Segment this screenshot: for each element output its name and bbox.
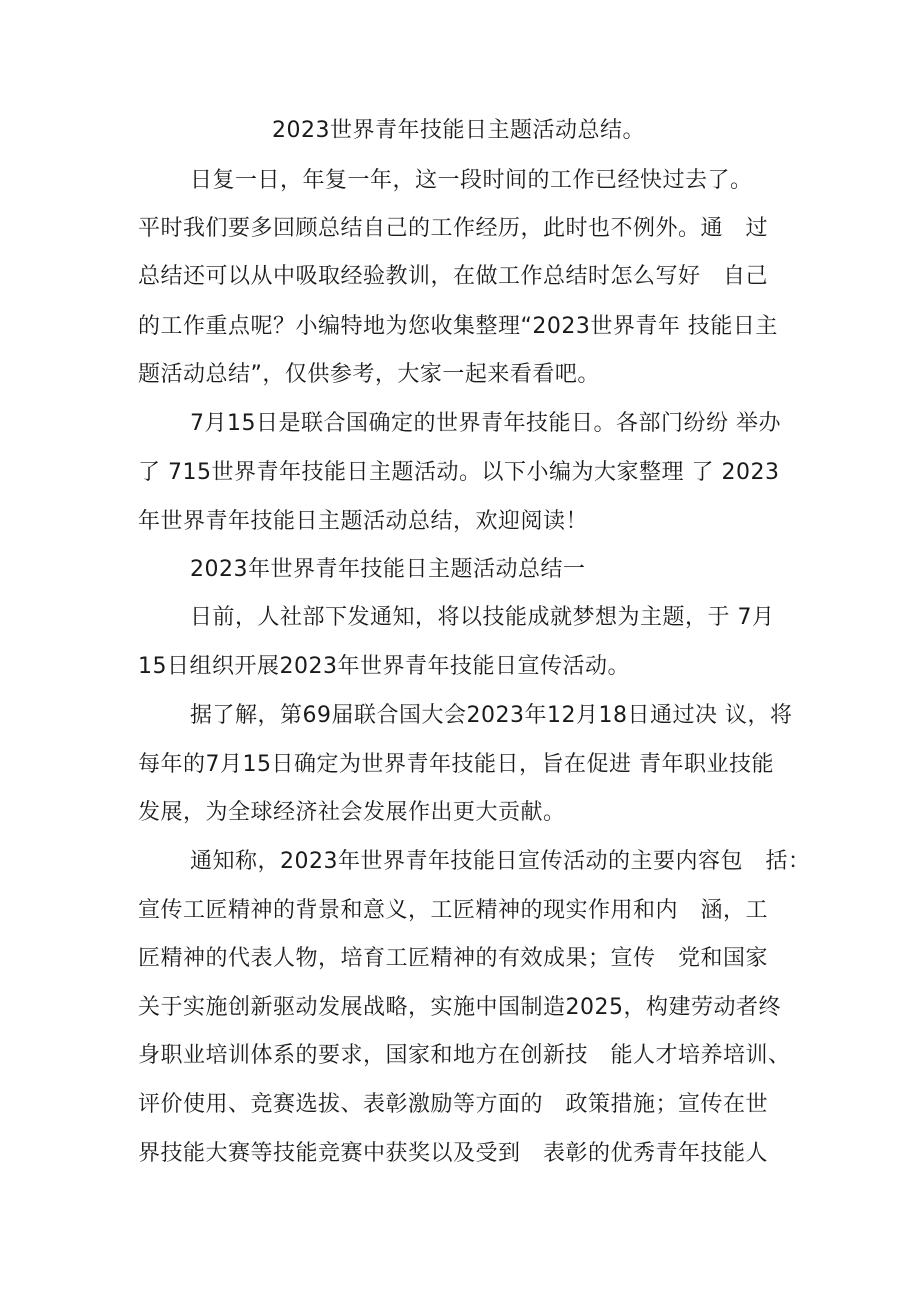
section-heading: 2023年世界青年技能日主题活动总结一 xyxy=(190,557,586,582)
paragraph-line: 评价使用、竞赛选拔、表彰激励等方面的 政策措施；宣传在世 xyxy=(138,1092,769,1117)
paragraph-line: 宣传工匠精神的背景和意义，工匠精神的现实作用和内 涵，工 xyxy=(138,898,769,923)
paragraph-line: 7月15日是联合国确定的世界青年技能日。各部门纷纷 举办 xyxy=(190,411,781,436)
paragraph-line: 题活动总结”，仅供参考，大家一起来看看吧。 xyxy=(138,362,600,387)
document-title: 2023世界青年技能日主题活动总结。 xyxy=(272,118,645,143)
paragraph-line: 发展，为全球经济社会发展作出更大贡献。 xyxy=(138,800,566,825)
paragraph-line: 日前，人社部下发通知，将以技能成就梦想为主题，于 7月 xyxy=(190,605,775,630)
paragraph-line: 平时我们要多回顾总结自己的工作经历，此时也不例外。通 过 xyxy=(138,216,769,241)
paragraph-line: 匠精神的代表人物，培育工匠精神的有效成果；宣传 党和国家 xyxy=(138,946,769,971)
paragraph-line: 身职业培训体系的要求，国家和地方在创新技 能人才培养培训、 xyxy=(138,1043,791,1068)
paragraph-line: 界技能大赛等技能竞赛中获奖以及受到 表彰的优秀青年技能人 xyxy=(138,1141,769,1166)
paragraph-line: 了 715世界青年技能日主题活动。以下小编为大家整理 了 2023 xyxy=(138,460,780,485)
paragraph-line: 据了解，第69届联合国大会2023年12月18日通过决 议，将 xyxy=(190,703,793,728)
paragraph-line: 15日组织开展2023年世界青年技能日宣传活动。 xyxy=(138,654,630,679)
paragraph-line: 通知称，2023年世界青年技能日宣传活动的主要内容包 括： xyxy=(190,849,811,874)
paragraph-line: 每年的7月15日确定为世界青年技能日，旨在促进 青年职业技能 xyxy=(138,752,774,777)
paragraph-line: 年世界青年技能日主题活动总结，欢迎阅读！ xyxy=(138,509,589,534)
paragraph-line: 日复一日，年复一年，这一段时间的工作已经快过去了。 xyxy=(190,168,753,193)
paragraph-line: 的工作重点呢？小编特地为您收集整理“2023世界青年 技能日主 xyxy=(138,314,778,339)
paragraph-line: 关于实施创新驱动发展战略，实施中国制造2025，构建劳动者终 xyxy=(138,995,781,1020)
paragraph-line: 总结还可以从中吸取经验教训，在做工作总结时怎么写好 自己 xyxy=(138,264,769,289)
